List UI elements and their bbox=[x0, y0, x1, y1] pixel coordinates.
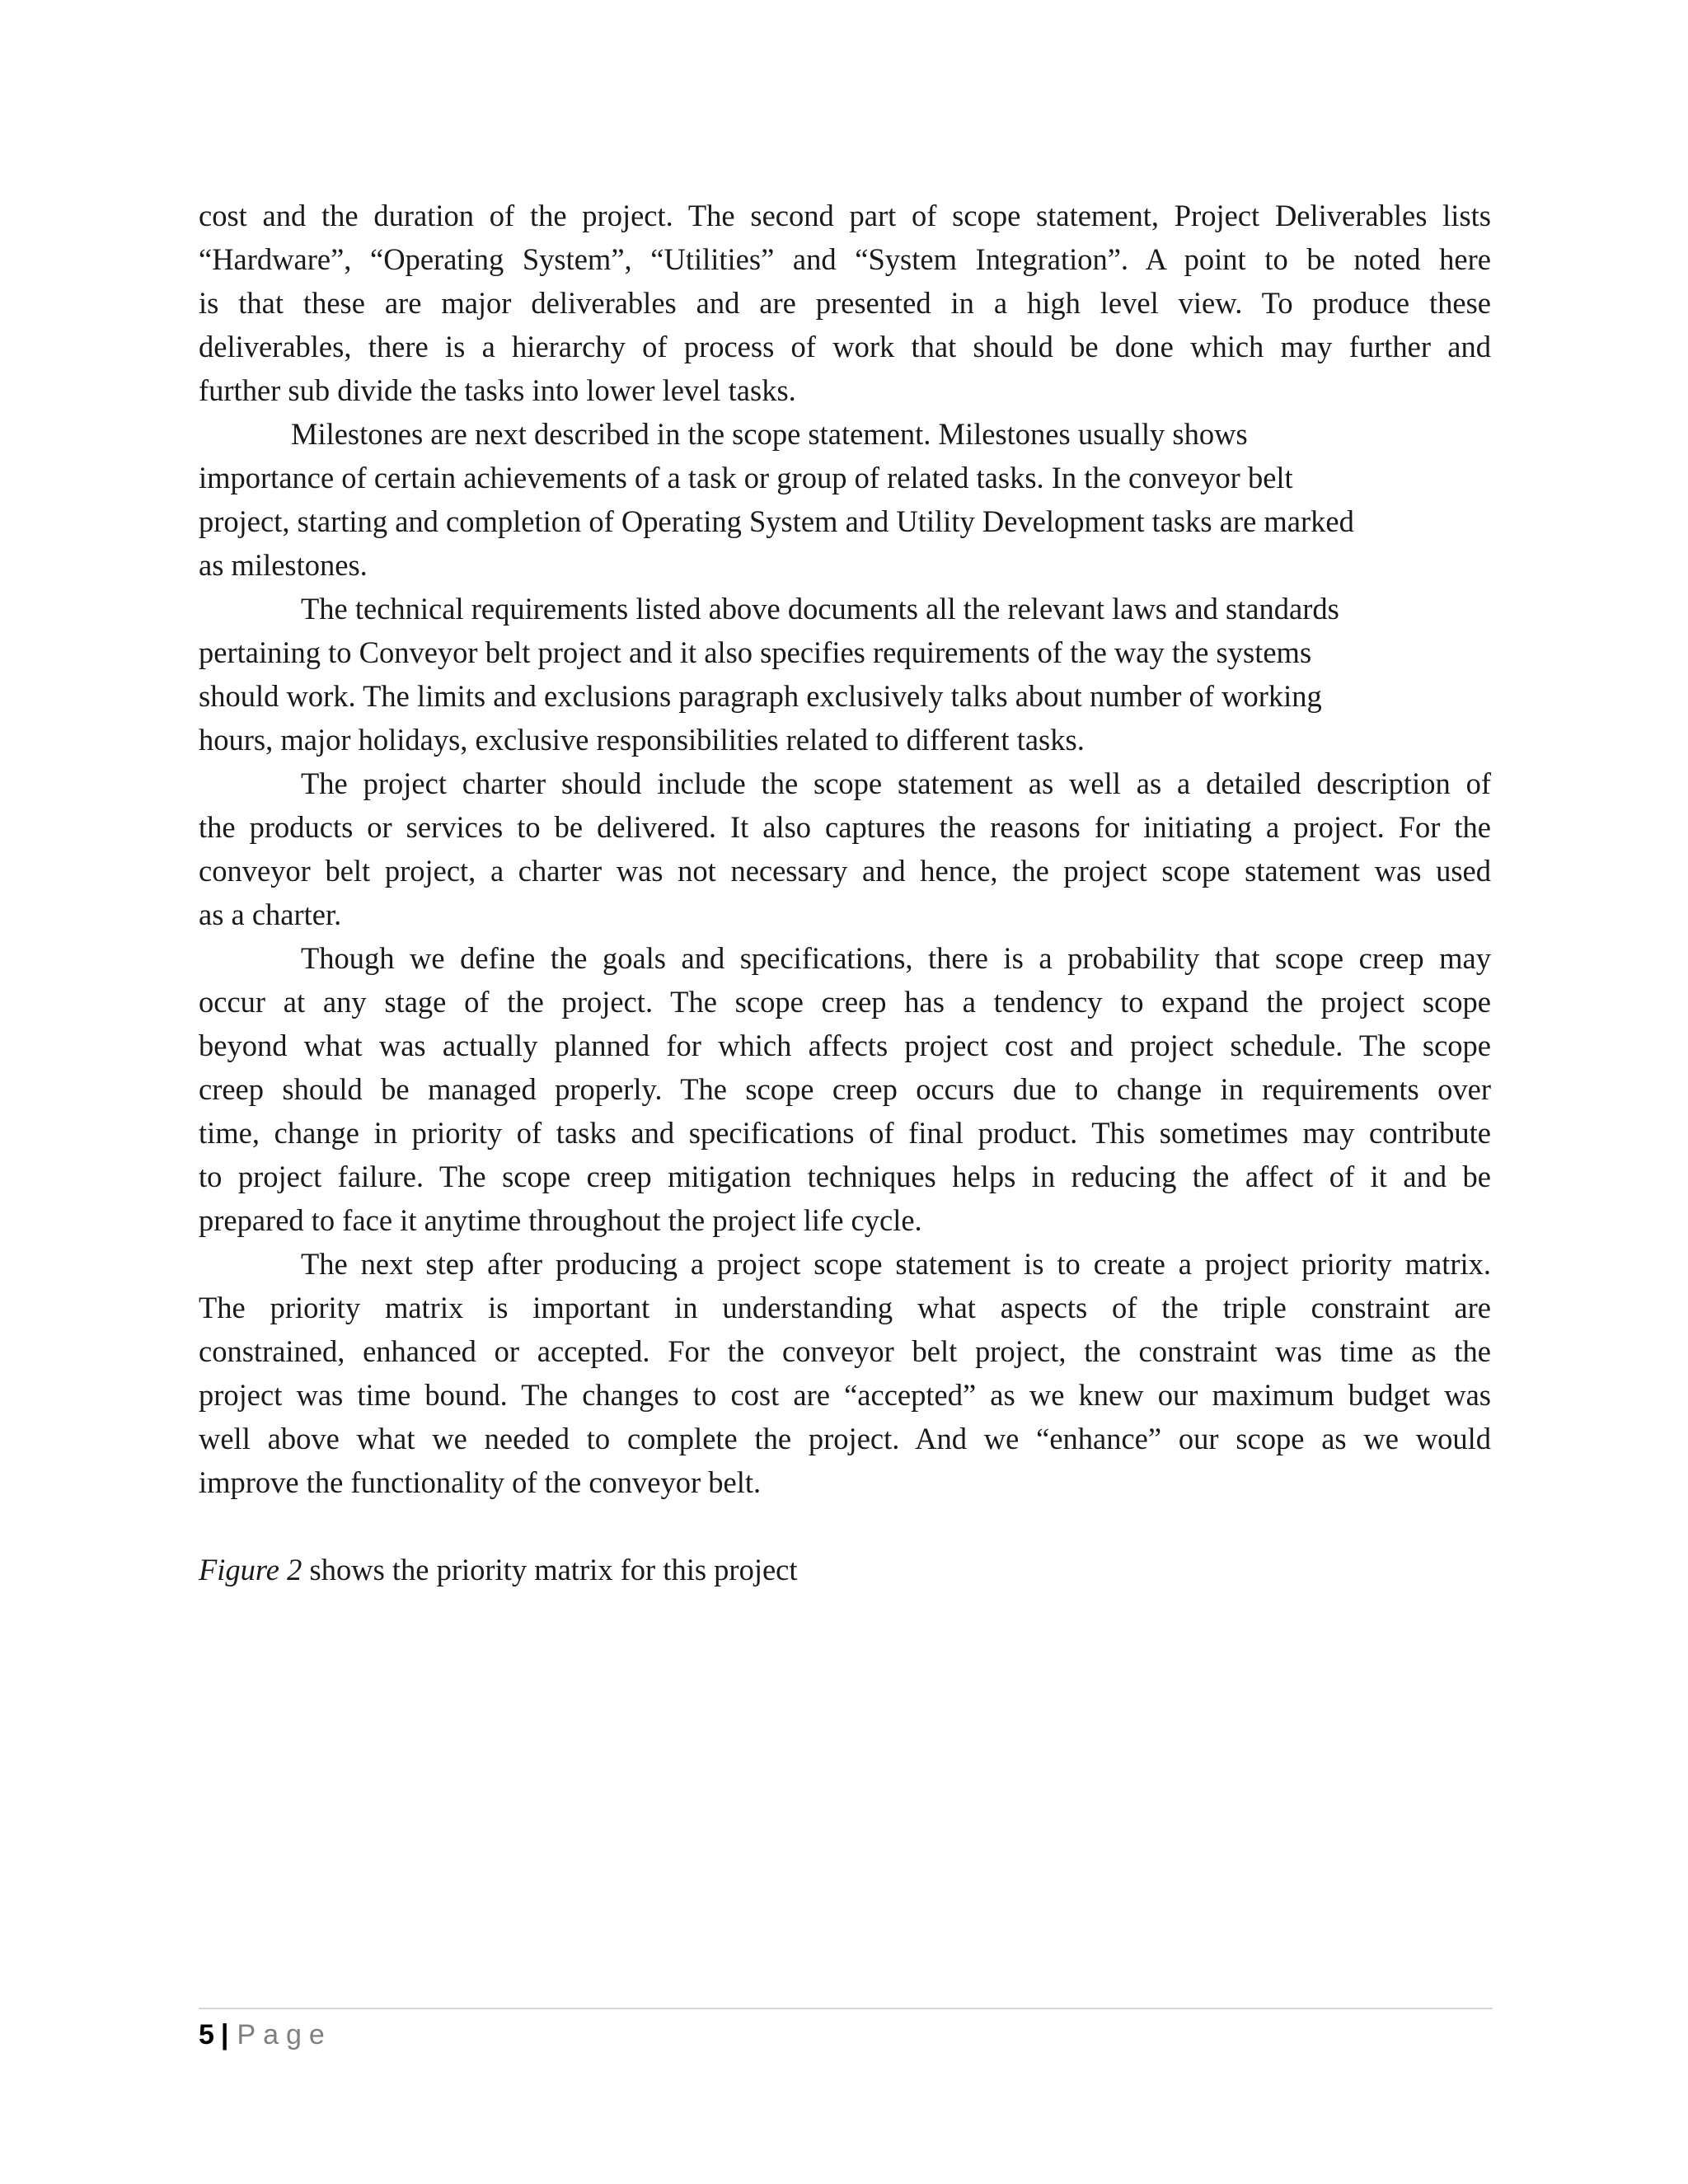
page-number: 5 bbox=[199, 2019, 214, 2050]
text-line: pertaining to Conveyor belt project and it also specifies requirements of the way the systems bbox=[199, 635, 1312, 669]
figure-reference bbox=[199, 1548, 1491, 1591]
text-line: as a charter. bbox=[199, 898, 342, 931]
text-line: Milestones are next described in the scope statement. Milestones usually shows bbox=[291, 417, 1248, 451]
page-footer bbox=[199, 2016, 332, 2054]
text-line: well above what we needed to complete the project. And we “enhance” our scope as we would bbox=[199, 1422, 1491, 1455]
text-line: The project charter should include the scope statement as well as a detailed description of bbox=[301, 766, 1491, 800]
page-label: Page bbox=[237, 2019, 332, 2050]
text-line: The technical requirements listed above documents all the relevant laws and standards bbox=[301, 592, 1339, 626]
text-line: further sub divide the tasks into lower level tasks. bbox=[199, 373, 796, 407]
text-line: time, change in priority of tasks and specifications of final product. This sometimes may contribute bbox=[199, 1116, 1491, 1150]
text-line: prepared to face it anytime throughout the project life cycle. bbox=[199, 1203, 922, 1237]
figure-reference-label: Figure 2 bbox=[199, 1553, 302, 1586]
text-line: importance of certain achievements of a task or group of related tasks. In the conveyor belt bbox=[199, 461, 1293, 494]
text-line: “Hardware”, “Operating System”, “Utilities” and “System Integration”. A point to be noted here bbox=[199, 242, 1491, 276]
footer-divider bbox=[199, 2008, 1493, 2009]
text-line: to project failure. The scope creep mitigation techniques helps in reducing the affect of it and be bbox=[199, 1160, 1491, 1193]
text-line: beyond what was actually planned for which affects project cost and project schedule. The scope bbox=[199, 1029, 1491, 1062]
text-line: cost and the duration of the project. The second part of scope statement, Project Deliverables lists bbox=[199, 199, 1491, 232]
text-line: conveyor belt project, a charter was not necessary and hence, the project scope statement was used bbox=[199, 854, 1491, 888]
text-line: creep should be managed properly. The scope creep occurs due to change in requirements over bbox=[199, 1072, 1491, 1106]
paragraph-scope-creep bbox=[199, 936, 1491, 1242]
text-line: as milestones. bbox=[199, 548, 368, 582]
body-text bbox=[199, 194, 1491, 1591]
text-line: constrained, enhanced or accepted. For the conveyor belt project, the constraint was time as the bbox=[199, 1334, 1491, 1368]
paragraph-priority-matrix bbox=[199, 1242, 1491, 1504]
text-line: The priority matrix is important in understanding what aspects of the triple constraint are bbox=[199, 1291, 1491, 1324]
text-line: project, starting and completion of Operating System and Utility Development tasks are marked bbox=[199, 504, 1354, 538]
paragraph-gap bbox=[199, 1504, 1491, 1548]
text-line: deliverables, there is a hierarchy of process of work that should be done which may further and bbox=[199, 330, 1491, 363]
text-line: project was time bound. The changes to cost are “accepted” as we knew our maximum budget was bbox=[199, 1378, 1491, 1412]
figure-reference-text: shows the priority matrix for this project bbox=[302, 1553, 798, 1586]
text-line: Though we define the goals and specifications, there is a probability that scope creep may bbox=[301, 941, 1491, 975]
text-line: should work. The limits and exclusions paragraph exclusively talks about number of working bbox=[199, 679, 1322, 713]
text-line: occur at any stage of the project. The scope creep has a tendency to expand the project scope bbox=[199, 985, 1491, 1019]
paragraph-scope-deliverables bbox=[199, 194, 1491, 412]
text-line: The next step after producing a project scope statement is to create a project priority matrix. bbox=[301, 1247, 1491, 1281]
text-line: is that these are major deliverables and are presented in a high level view. To produce these bbox=[199, 286, 1491, 320]
footer-separator: | bbox=[220, 2019, 229, 2050]
paragraph-project-charter bbox=[199, 762, 1491, 936]
paragraph-milestones bbox=[199, 412, 1491, 587]
text-line: improve the functionality of the conveyor belt. bbox=[199, 1465, 762, 1499]
text-line: hours, major holidays, exclusive responsibilities related to different tasks. bbox=[199, 723, 1085, 757]
paragraph-technical-requirements bbox=[199, 587, 1491, 762]
text-line: the products or services to be delivered. It also captures the reasons for initiating a project. For the bbox=[199, 810, 1491, 844]
